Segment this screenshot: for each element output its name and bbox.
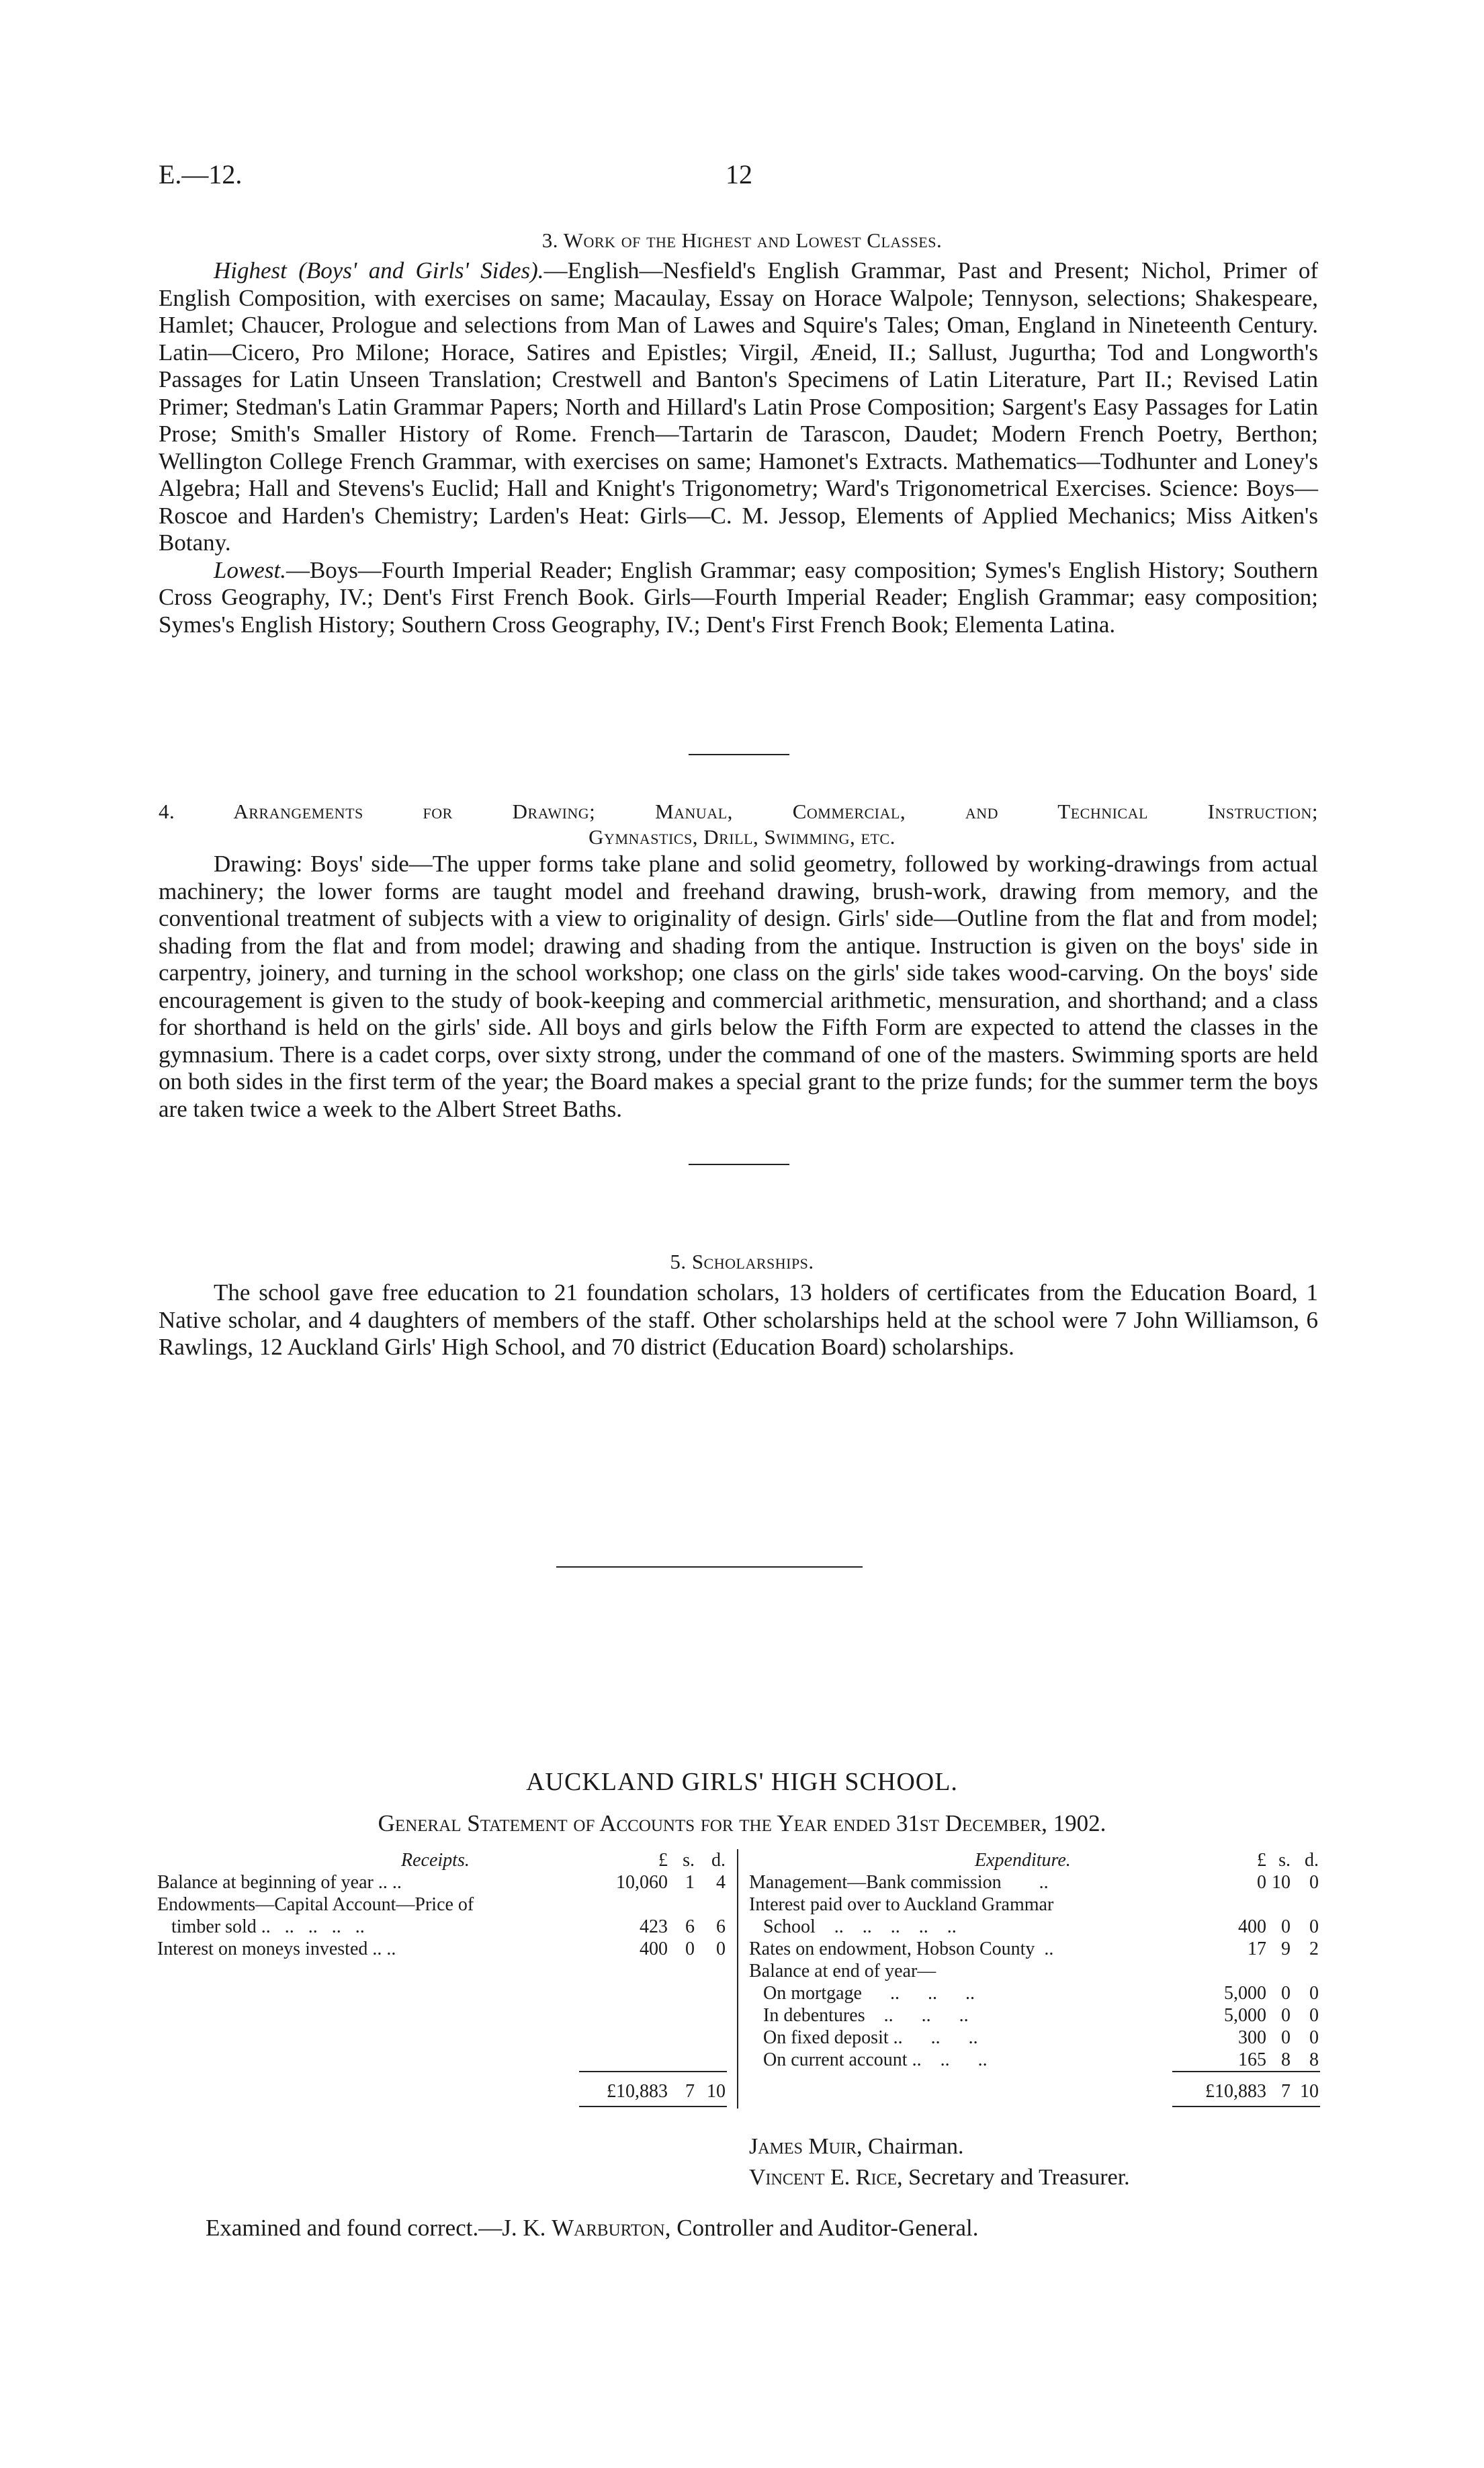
table-row — [157, 1871, 730, 1893]
end-rule — [556, 1566, 863, 1568]
total-pounds: £10,883 — [607, 2081, 668, 2102]
row-shillings: 1 — [685, 1872, 695, 1893]
expenditure-header: Expenditure. — [975, 1850, 1071, 1871]
highest-classes-paragraph — [159, 257, 1318, 557]
total-shillings: 7 — [685, 2081, 695, 2102]
receipts-header: Receipts. — [401, 1850, 470, 1871]
total-row — [749, 2080, 1320, 2102]
expenditure-total-rule — [1172, 2071, 1320, 2072]
table-row — [749, 1960, 1320, 1982]
report-reference: E.—12. — [159, 159, 243, 189]
table-row — [749, 2049, 1320, 2071]
signatory-name: Vincent E. Rice — [749, 2165, 898, 2190]
signatory-role: , Secretary and Treasurer. — [897, 2165, 1130, 2190]
receipts-total — [157, 2080, 730, 2102]
row-pence: 0 — [1309, 1983, 1319, 2004]
row-label: Management—Bank commission .. — [749, 1872, 1049, 1893]
row-shillings: 0 — [1281, 2005, 1291, 2026]
row-pence: 8 — [1309, 2049, 1319, 2070]
row-label: On current account .. .. .. — [749, 2049, 988, 2070]
lowest-text: —Boys—Fourth Imperial Reader; English Grammar; easy composition; Symes's English History; Southern Cross Geography, IV.; Dent's First French Book. Girls—Fourth Imperial Reader; English Grammar; easy composition; Symes's English History; Southern Cross Geography, IV.; Dent's First French Book; Elementa Latina. — [159, 556, 1318, 638]
row-pounds: 400 — [640, 1939, 668, 1959]
expenditure-header-row — [749, 1849, 1320, 1871]
expenditure-table — [749, 1849, 1320, 2071]
table-row — [749, 1893, 1320, 1916]
section-divider — [689, 1164, 789, 1165]
section5-heading: 5. Scholarships. — [670, 1250, 814, 1273]
total-row — [157, 2080, 730, 2102]
row-label: Endowments—Capital Account—Price of — [157, 1894, 474, 1915]
auditor-name: Warburton — [552, 2215, 665, 2241]
row-pounds: 400 — [1238, 1916, 1266, 1937]
row-pence: 6 — [716, 1916, 726, 1937]
col-shillings: s. — [1278, 1850, 1291, 1871]
total-pence: 10 — [1300, 2081, 1319, 2102]
col-pence: d. — [1305, 1850, 1319, 1871]
table-row — [749, 1871, 1320, 1893]
row-pence: 2 — [1309, 1939, 1319, 1959]
lowest-label: Lowest. — [214, 556, 286, 583]
signatory-role: , Chairman. — [856, 2134, 964, 2159]
signature-chairman — [749, 2134, 964, 2160]
page-number: 12 — [726, 159, 752, 189]
section4-body: Drawing: Boys' side—The upper forms take plane and solid geometry, followed by working-drawings from actual machinery; the lower forms are taught model and freehand drawing, brush-work, drawing from memory, and the conventional treatment of subjects with a view to originality of design. Girls' side—Outline from the flat and from model; shading from the flat and from model; drawing and shading from the antique. Instruction is given on the boys' side in carpentry, joinery, and turning in the school workshop; one class on the girls' side takes wood-carving. On the boys' side encouragement is given to the study of book-keeping and commercial arithmetic, mensuration, and shorthand; and a class for shorthand is held on the girls' side. All boys and girls below the Fifth Form are expected to attend the classes in the gymnasium. There is a cadet corps, over sixty strong, under the command of one of the masters. Swimming sports are held on both sides in the first term of the year; the Board makes a special grant to the prize funds; for the summer term the boys are taken twice a week to the Albert Street Baths. — [159, 851, 1318, 1122]
row-label: Rates on endowment, Hobson County .. — [749, 1939, 1054, 1959]
total-pounds: £10,883 — [1205, 2081, 1266, 2102]
row-pounds: 10,060 — [616, 1872, 668, 1893]
section-divider — [689, 754, 789, 755]
row-label: Balance at end of year— — [749, 1961, 936, 1982]
lowest-classes-paragraph — [159, 557, 1318, 639]
table-row — [749, 2004, 1320, 2027]
audit-statement — [206, 2215, 979, 2242]
row-pence: 0 — [1309, 2027, 1319, 2048]
receipts-table — [157, 1849, 730, 1960]
highest-text: —English—Nesfield's English Grammar, Past and Present; Nichol, Primer of English Composition, with exercises on same; Macaulay, Essay on Horace Walpole; Tennyson, selections; Shakespeare, Hamlet; Chaucer, Prologue and selections from Man of Lawes and Squire's Tales; Oman, England in Nineteenth Century. Latin—Cicero, Pro Milone; Horace, Satires and Epistles; Virgil, Æneid, II.; Sallust, Jugurtha; Tod and Longworth's Passages for Latin Unseen Translation; Crestwell and Banton's Specimens of Latin Literature, Part II.; Revised Latin Primer; Stedman's Latin Grammar Papers; North and Hillard's Latin Prose Composition; Sargent's Easy Passages for Latin Prose; Smith's Smaller History of Rome. French—Tartarin de Tarascon, Daudet; Modern French Poetry, Berthon; Wellington College French Grammar, with exercises on same; Hamonet's Extracts. Mathematics—Todhunter and Loney's Algebra; Hall and Stevens's Euclid; Hall and Knight's Trigonometry; Ward's Trigonometrical Exercises. Science: Boys—Roscoe and Harden's Chemistry; Larden's Heat: Girls—C. M. Jessop, Elements of Applied Mechanics; Miss Aitken's Botany. — [159, 257, 1318, 556]
row-label: Balance at beginning of year .. .. — [157, 1872, 402, 1893]
signatory-name: James Muir — [749, 2134, 857, 2159]
statement-title: General Statement of Accounts for the Year ended 31st December, 1902. — [378, 1810, 1106, 1836]
table-row — [749, 1982, 1320, 2004]
table-row — [749, 1938, 1320, 1960]
section3-body — [159, 257, 1318, 638]
row-shillings: 9 — [1281, 1939, 1291, 1959]
column-divider — [737, 1849, 738, 2109]
row-shillings: 0 — [1281, 1983, 1291, 2004]
row-label: On mortgage .. .. .. — [749, 1983, 975, 2004]
total-pence: 10 — [707, 2081, 726, 2102]
signature-secretary — [749, 2165, 1130, 2190]
section5-body: The school gave free education to 21 foundation scholars, 13 holders of certificates from the Education Board, 1 Native scholar, and 4 daughters of members of the staff. Other scholarships held at the school were 7 John Williamson, 6 Rawlings, 12 Auckland Girls' High School, and 70 district (Education Board) scholarships. — [159, 1279, 1318, 1360]
receipts-total-underline — [579, 2106, 727, 2107]
row-shillings: 6 — [685, 1916, 695, 1937]
row-pence: 0 — [1309, 1872, 1319, 1893]
row-pounds: 300 — [1238, 2027, 1266, 2048]
row-shillings: 0 — [1281, 1916, 1291, 1937]
row-label: In debentures .. .. .. — [749, 2005, 969, 2026]
col-pence: d. — [711, 1850, 726, 1871]
section4-heading-line2: Gymnastics, Drill, Swimming, etc. — [588, 825, 896, 849]
row-pence: 0 — [1309, 1916, 1319, 1937]
table-row — [157, 1916, 730, 1938]
audit-suffix: , Controller and Auditor-General. — [664, 2215, 979, 2241]
row-shillings: 0 — [1281, 2027, 1291, 2048]
row-label: Interest on moneys invested .. .. — [157, 1939, 396, 1959]
row-shillings: 0 — [685, 1939, 695, 1959]
row-shillings: 10 — [1272, 1872, 1291, 1893]
row-label: Interest paid over to Auckland Grammar — [749, 1894, 1054, 1915]
row-label: School .. .. .. .. .. — [749, 1916, 957, 1937]
row-pounds: 5,000 — [1224, 1983, 1266, 2004]
row-label: On fixed deposit .. .. .. — [749, 2027, 978, 2048]
row-pounds: 165 — [1238, 2049, 1266, 2070]
col-pounds: £ — [658, 1850, 668, 1871]
table-row — [749, 1916, 1320, 1938]
expenditure-total-underline — [1172, 2106, 1320, 2107]
row-label: timber sold .. .. .. .. .. — [157, 1916, 365, 1937]
row-pence: 0 — [716, 1939, 726, 1959]
section4-heading-line1: 4. Arrangements for Drawing; Manual, Commercial, and Technical Instruction; — [159, 800, 1318, 823]
expenditure-total — [749, 2080, 1320, 2102]
col-pounds: £ — [1257, 1850, 1266, 1871]
school-title: AUCKLAND GIRLS' HIGH SCHOOL. — [526, 1768, 958, 1796]
table-row — [157, 1893, 730, 1916]
highest-label: Highest (Boys' and Girls' Sides). — [214, 257, 544, 284]
section3-heading: 3. Work of the Highest and Lowest Classes. — [541, 228, 943, 252]
row-pounds: 17 — [1248, 1939, 1266, 1959]
row-pounds: 0 — [1257, 1872, 1266, 1893]
total-shillings: 7 — [1281, 2081, 1291, 2102]
row-pounds: 5,000 — [1224, 2005, 1266, 2026]
table-row — [749, 2027, 1320, 2049]
table-row — [157, 1938, 730, 1960]
row-pounds: 423 — [640, 1916, 668, 1937]
row-pence: 4 — [716, 1872, 726, 1893]
col-shillings: s. — [683, 1850, 695, 1871]
receipts-total-rule — [579, 2071, 727, 2072]
audit-prefix: Examined and found correct.—J. K. — [206, 2215, 552, 2241]
row-pence: 0 — [1309, 2005, 1319, 2026]
row-shillings: 8 — [1281, 2049, 1291, 2070]
receipts-header-row — [157, 1849, 730, 1871]
